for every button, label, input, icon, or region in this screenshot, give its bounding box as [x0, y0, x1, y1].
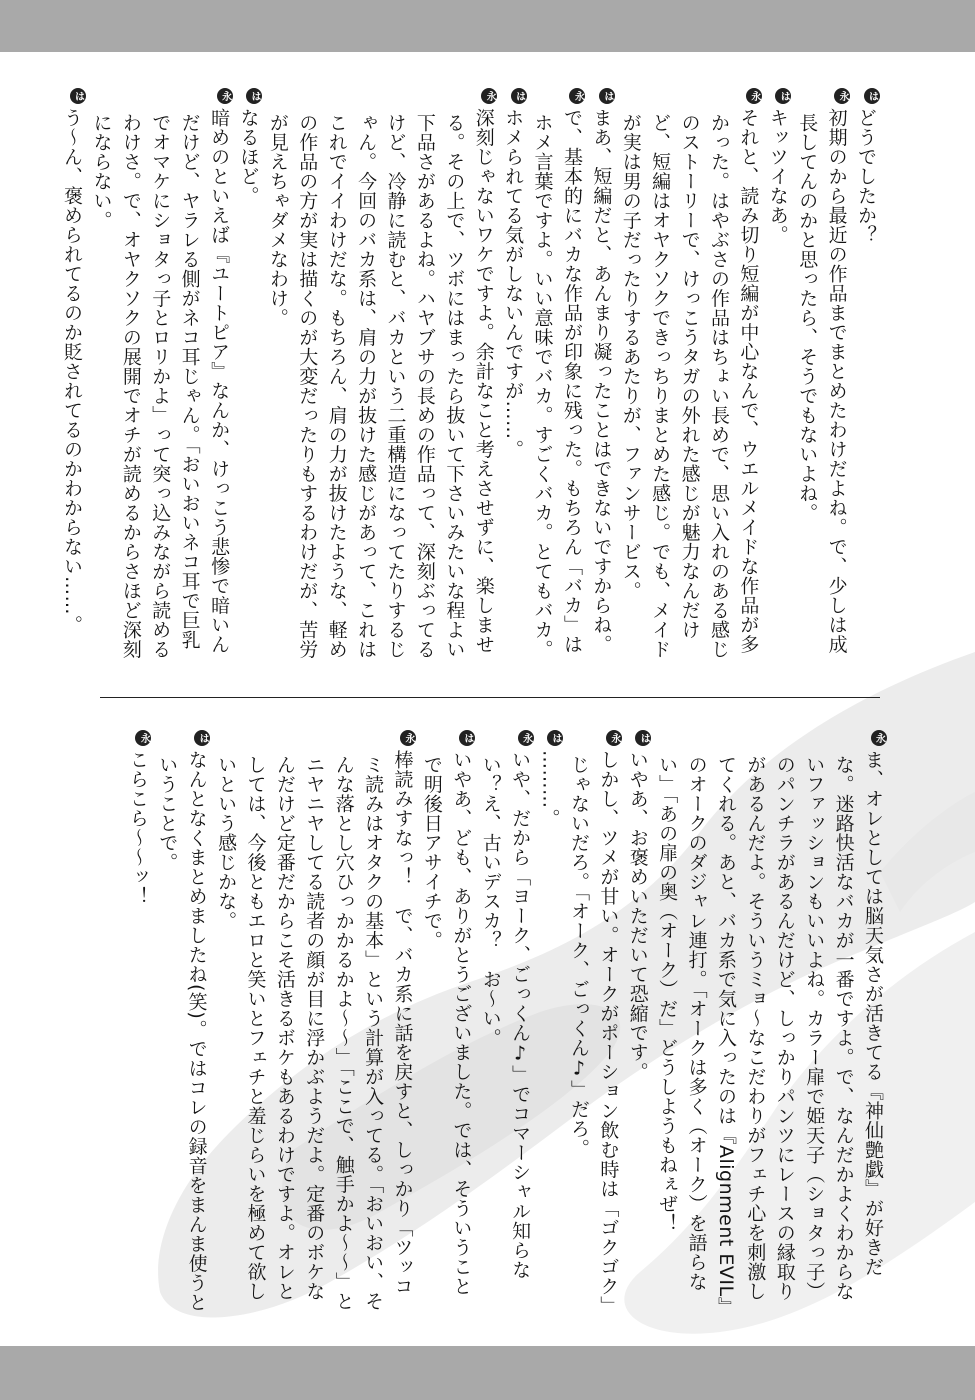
- dialogue-entry: [417, 730, 476, 1315]
- dialogue-text: ま、オレとしては脳天気さが活きてる『神仙艶戯』が好きだな。迷路快活なバカが一番ですよ。で、なんだかよくわからないファッションもいいよね。カラー扉で姫天子（ショタっ子）のパンチラがあるんだけど、しっかりパンツにレースの縁取りがあるんだよ。そういうミョ〜なこだわりがフェチ心を刺激してくれる。あと、バカ系で気に入ったのは『Alignment EVIL』のオークのダジャレ連打。「オークは多く（オーク）を語らない」「あの扉の奥（オーク）だ」どうしようもねぇぜ！: [656, 750, 884, 1307]
- speaker-badge: 永: [481, 88, 497, 104]
- speaker-badge: は: [194, 730, 210, 746]
- dialogue-text: 深刻じゃないワケですよ。余計なこと考えさせずに、楽しませる。その上で、ツボにはまったら抜いて下さいみたいな程よい下品さがあるよね。ハヤブサの長めの作品って、深刻ぶってるけど、冷静に読むと、バカという二重構造になってたりするじゃん。今回のバカ系は、肩の力が抜けた感じがあって、これはこれでイイわけだな。もちろん、肩の力が抜けたような、軽めの作品の方が実は描くのが大変だったりもするわけだが、苦労が見えちゃダメなわけ。: [266, 108, 495, 659]
- dialogue-entry: [122, 730, 151, 1315]
- dialogue-entry: [152, 730, 211, 1315]
- speaker-badge: 永: [834, 88, 850, 104]
- dialogue-text: いやあ、お褒めいただいて恐縮です。: [626, 750, 649, 1082]
- speaker-badge: 永: [871, 730, 887, 746]
- dialogue-text: で、基本的にバカな作品が印象に残った。もちろん「バカ」はホメ言葉ですよ。いい意味でバカ。すごくバカ。とてもバカ。: [531, 108, 583, 659]
- dialogue-entry: [622, 730, 651, 1315]
- speaker-badge: は: [511, 88, 527, 104]
- speaker-badge: 永: [746, 88, 762, 104]
- speaker-badge: は: [246, 88, 262, 104]
- dialogue-text: なるほど。: [237, 108, 260, 206]
- dialogue-text: こらこら〜〜ッ！: [126, 750, 149, 906]
- dialogue-text: ホメられてる気がしないんですが……。: [502, 108, 525, 459]
- dialogue-text: いや、だから「ヨーク、ごっくん♪」でコマーシャル知らない？え、古いデスカ？ お〜い。: [479, 750, 532, 1280]
- dialogue-entry: [262, 88, 497, 668]
- dialogue-text: まあ、短編だと、あんまり凝ったことはできないですからね。: [590, 108, 613, 654]
- dialogue-text: いやあ、ども、ありがとうございました。では、そういうことで明後日アサイチで。: [420, 750, 473, 1296]
- dialogue-entry: [534, 730, 563, 1315]
- speaker-badge: 永: [217, 88, 233, 104]
- speaker-badge: は: [599, 88, 615, 104]
- dialogue-bottom: [107, 730, 887, 1315]
- dialogue-top: [61, 88, 880, 668]
- page: [0, 52, 975, 1346]
- dialogue-entry: [564, 730, 623, 1315]
- speaker-badge: は: [775, 88, 791, 104]
- dialogue-text: う〜ん、褒められてるのか貶されてるのかわからない……。: [61, 108, 84, 635]
- dialogue-entry: [652, 730, 887, 1315]
- speaker-badge: は: [459, 730, 475, 746]
- dialogue-text: キッツイなあ。: [766, 108, 789, 245]
- dialogue-entry: [211, 730, 417, 1315]
- dialogue-text: どうでしたか？: [855, 108, 877, 245]
- speaker-badge: 永: [606, 730, 622, 746]
- section-divider: [100, 697, 880, 698]
- dialogue-entry: [586, 88, 615, 668]
- dialogue-entry: [475, 730, 534, 1315]
- dialogue-entry: [762, 88, 791, 668]
- dialogue-text: なんとなくまとめましたね(笑)。ではコレの録音をまんま使うということで。: [156, 750, 208, 1312]
- dialogue-entry: [57, 88, 86, 668]
- dialogue-entry: [851, 88, 880, 668]
- dialogue-text: 初期のから最近の作品までまとめたわけだよね。で、少しは成長してんのかと思ったら、そうでもないよね。: [796, 108, 848, 654]
- bottom-scan-band: [0, 1346, 975, 1400]
- top-scan-band: [0, 0, 975, 52]
- dialogue-text: ………。: [538, 750, 561, 828]
- dialogue-text: 棒読みすなっ！ で、バカ系に話を戻すと、しっかり「ツッコミ読みはオタクの基本」という計算が入ってる。「おいおい、そんな落とし穴ひっかかるかよ〜〜」「ここで、触手かよ〜〜」とニヤニヤしてる読者の顔が目に浮かぶようだよ。定番のボケなんだけど定番だからこそ活きるボケもあるわけですよ。オレとしては、今後ともエロと笑いとフェチと羞じらいを極めて欲しいという感じかな。: [215, 750, 414, 1311]
- dialogue-text: それと、読み切り短編が中心なんで、ウエルメイドな作品が多かった。はやぶさの作品はちょい長めで、思い入れのある感じのストーリーで、けっこうタガの外れた感じが魅力なんだけど、短編はオヤクソクできっちりまとめた感じ。でも、メイドが実は男の子だったりするあたりが、ファンサービス。: [619, 108, 760, 659]
- dialogue-entry: [498, 88, 527, 668]
- dialogue-entry: [615, 88, 762, 668]
- speaker-badge: は: [70, 88, 86, 104]
- speaker-badge: は: [864, 88, 880, 104]
- speaker-badge: 永: [569, 88, 585, 104]
- speaker-badge: 永: [518, 730, 534, 746]
- dialogue-text: しかし、ツメが甘い。オークがポーション飲む時は「ゴクゴク」じゃないだろ。「オーク、ごっくん♪」だろ。: [567, 750, 620, 1306]
- dialogue-entry: [792, 88, 851, 668]
- dialogue-entry: [233, 88, 262, 668]
- speaker-badge: 永: [135, 730, 151, 746]
- dialogue-text: 暗めのといえば『ユートピア』なんか、けっこう悲惨で暗いんだけど、ヤラレる側がネコ耳じゃん。「おいおいネコ耳で巨乳でオマケにショタっ子とロリかよ」って突っ込みながら読めるわけさ。で、オヤクソクの展開でオチが読めるからさほど深刻にならない。: [90, 108, 231, 659]
- speaker-badge: は: [547, 730, 563, 746]
- dialogue-entry: [527, 88, 586, 668]
- speaker-badge: は: [635, 730, 651, 746]
- speaker-badge: 永: [400, 730, 416, 746]
- dialogue-entry: [86, 88, 233, 668]
